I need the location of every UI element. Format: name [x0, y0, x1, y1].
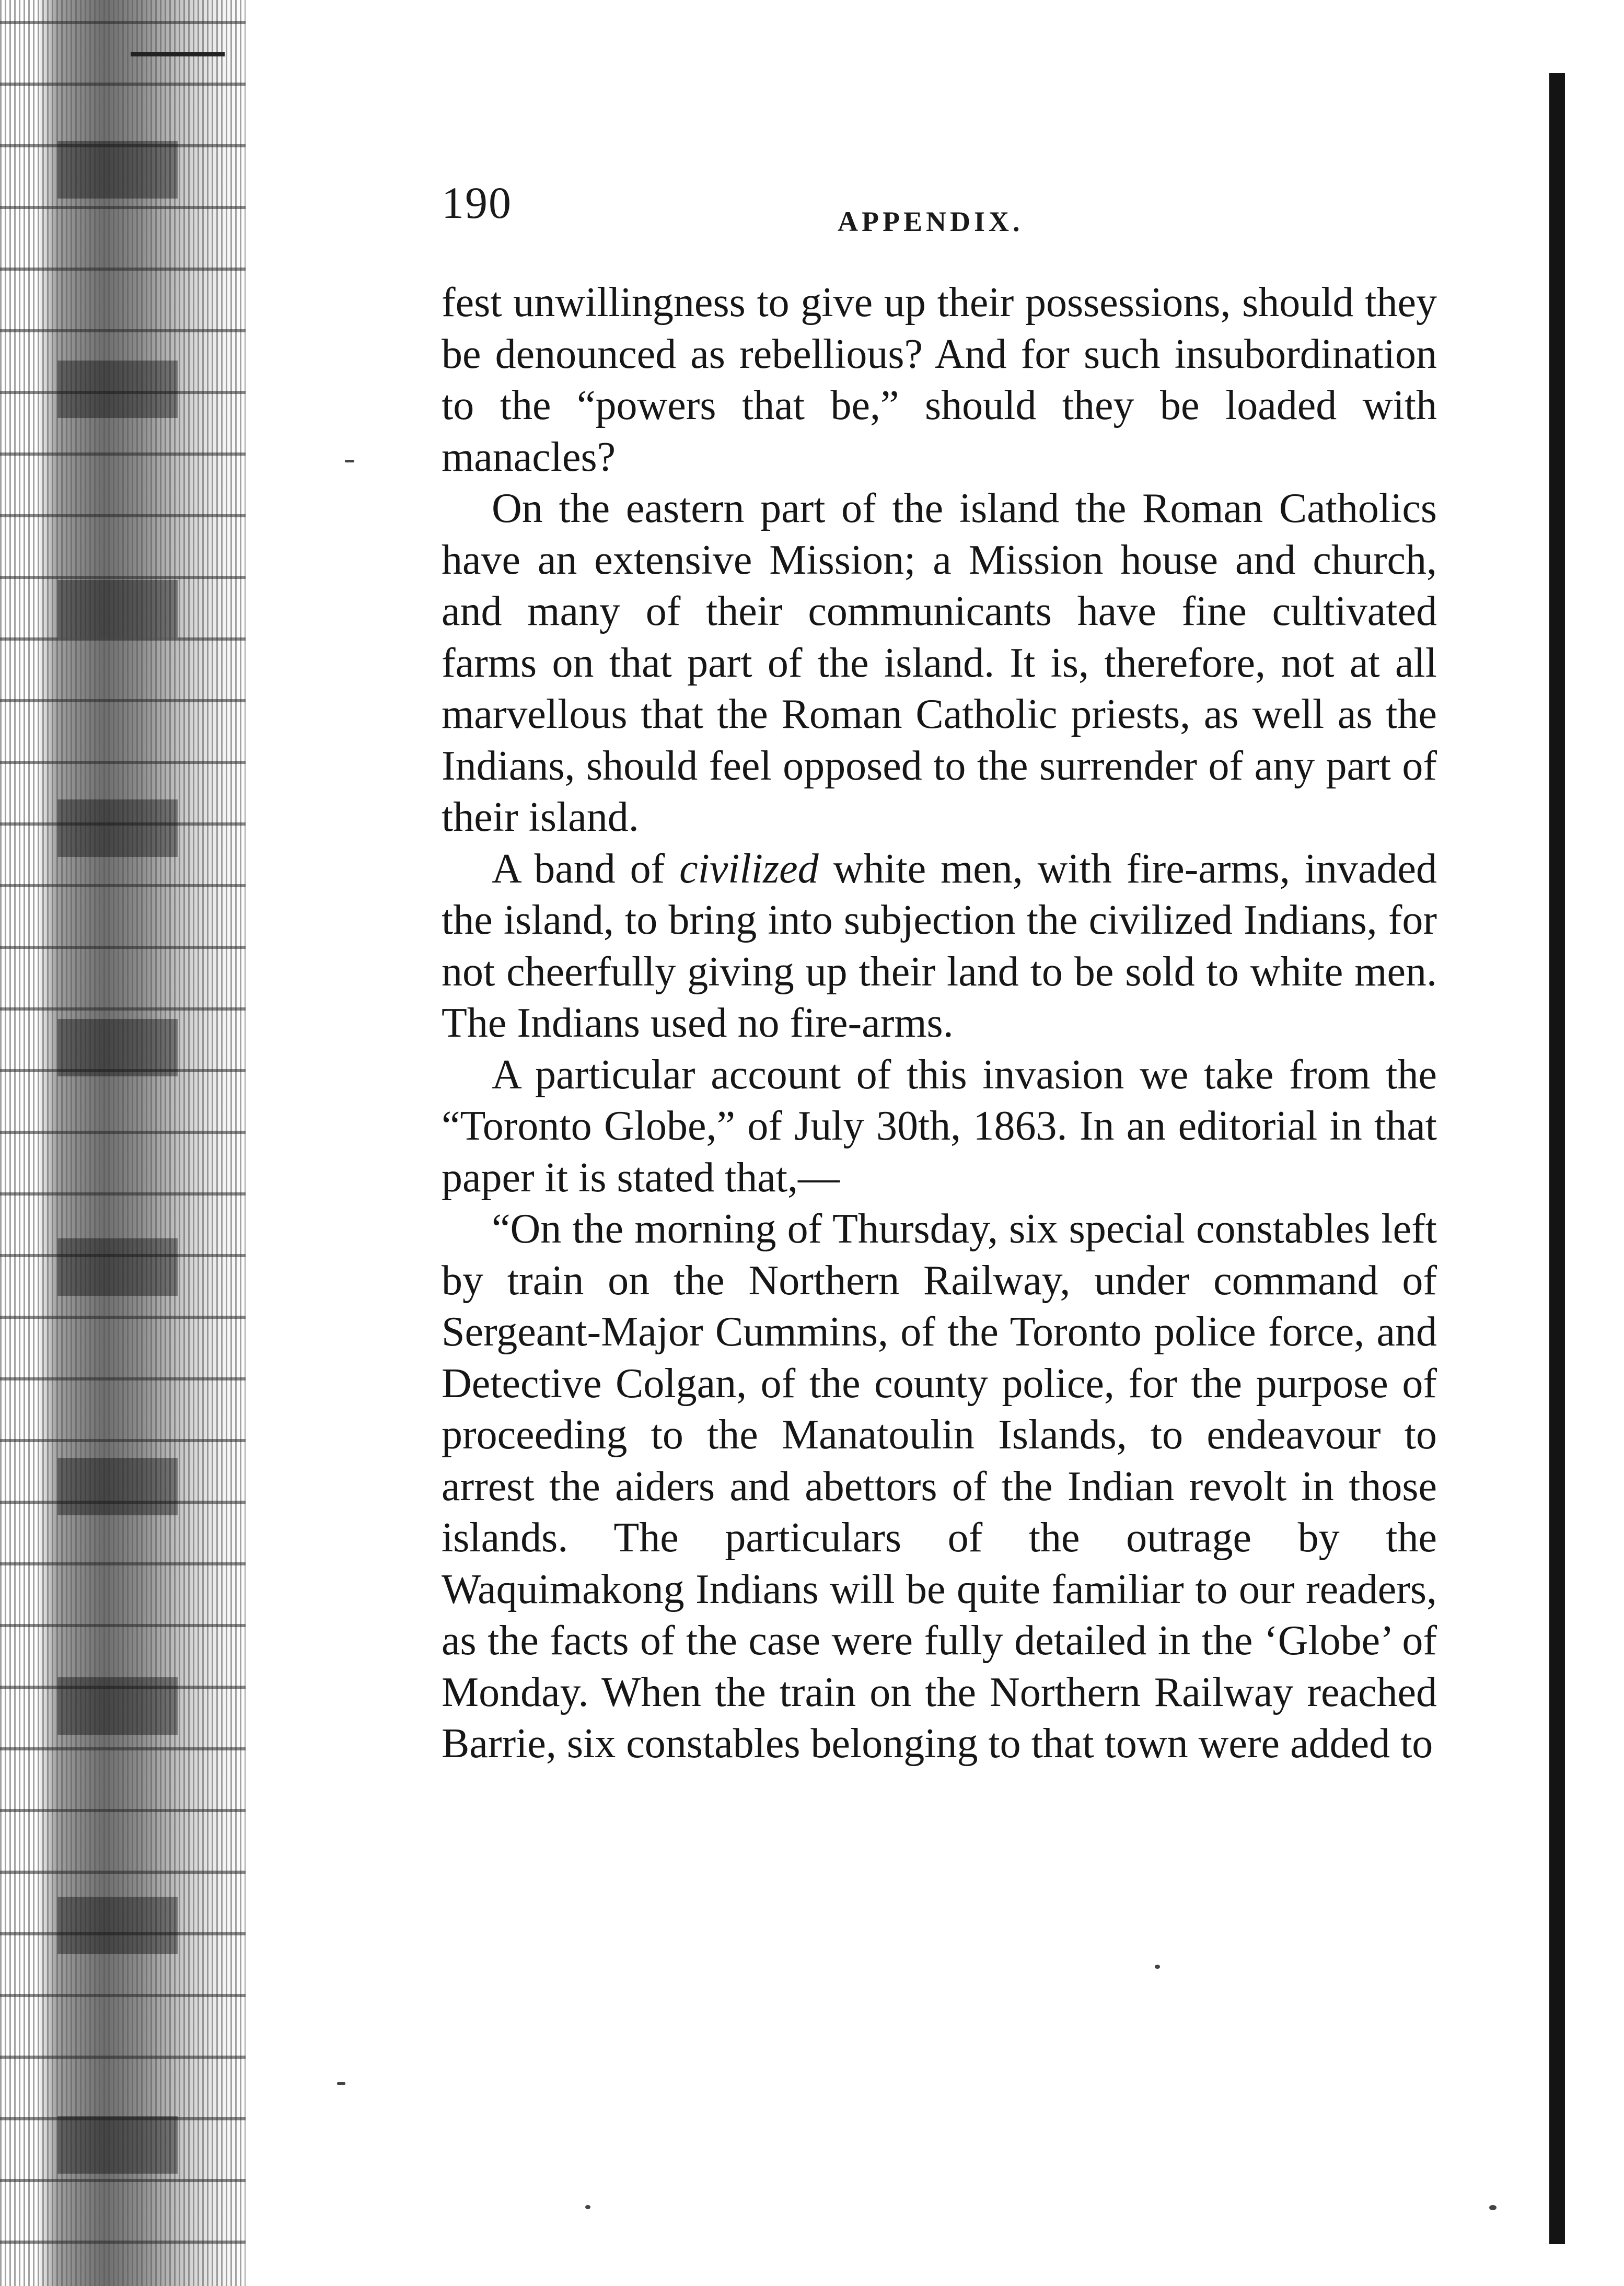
- paragraph-quotation: “On the morning of Thursday, six special constables left by train on the Northern Railway, under command of Sergeant-Major Cummins, of the Toronto police force, and Detective Colgan, of the county police, for the purpose of proceeding to the Manatoulin Islands, to endeavour to arrest the aiders and abettors of the Indian revolt in those islands. The particulars of the outrage by the Waquimakong Indians will be quite familiar to our readers, as the facts of the case were fully detailed in the ‘Globe’ of Monday. When the train on the Northern Railway reached Barrie, six constables belonging to that town were added to: [442, 1206, 1437, 1767]
- emphasis-civilized: civilized: [679, 845, 819, 892]
- scan-speck: [337, 2082, 345, 2085]
- running-head: APPENDIX.: [838, 206, 1024, 237]
- paragraph-invasion: [442, 843, 1437, 1049]
- page-edge-bar: [1549, 73, 1565, 2244]
- paragraph-account: A particular account of this invasion we take from the “Toronto Globe,” of July 30th, 1863. In an editorial in that paper it is stated that,—: [442, 1051, 1437, 1201]
- paragraph-continuation: fest unwillingness to give up their possessions, should they be denounced as rebellious? And for such insubordination to the “powers that be,” should they be loaded with manacles?: [442, 280, 1437, 480]
- paragraph-invasion-rest: white men, with fire-arms, invaded the island, to bring into subjection the civilized Indians, for not cheerfully giving up their land to be sold to white men. The Indians used no fire-arms.: [442, 845, 1437, 1046]
- paragraph-mission: On the eastern part of the island the Roman Catholics have an extensive Mission; a Mission house and church, and many of their communicants have fine cultivated farms on that part of the island. It is, therefore, not at all marvellous that the Roman Catholic priests, as well as the Indians, should feel opposed to the surrender of any part of their island.: [442, 485, 1437, 840]
- paragraph-invasion-start: A band of: [492, 845, 680, 892]
- scan-edge-mark: [131, 52, 225, 56]
- scan-speck: [585, 2205, 590, 2209]
- body-text: [442, 277, 1437, 1770]
- scan-speck: [1155, 1965, 1160, 1969]
- scan-speck: [345, 460, 354, 462]
- page-number: 190: [442, 178, 512, 228]
- scan-speck: [1489, 2205, 1497, 2210]
- scan-binding-marks: [57, 63, 178, 2242]
